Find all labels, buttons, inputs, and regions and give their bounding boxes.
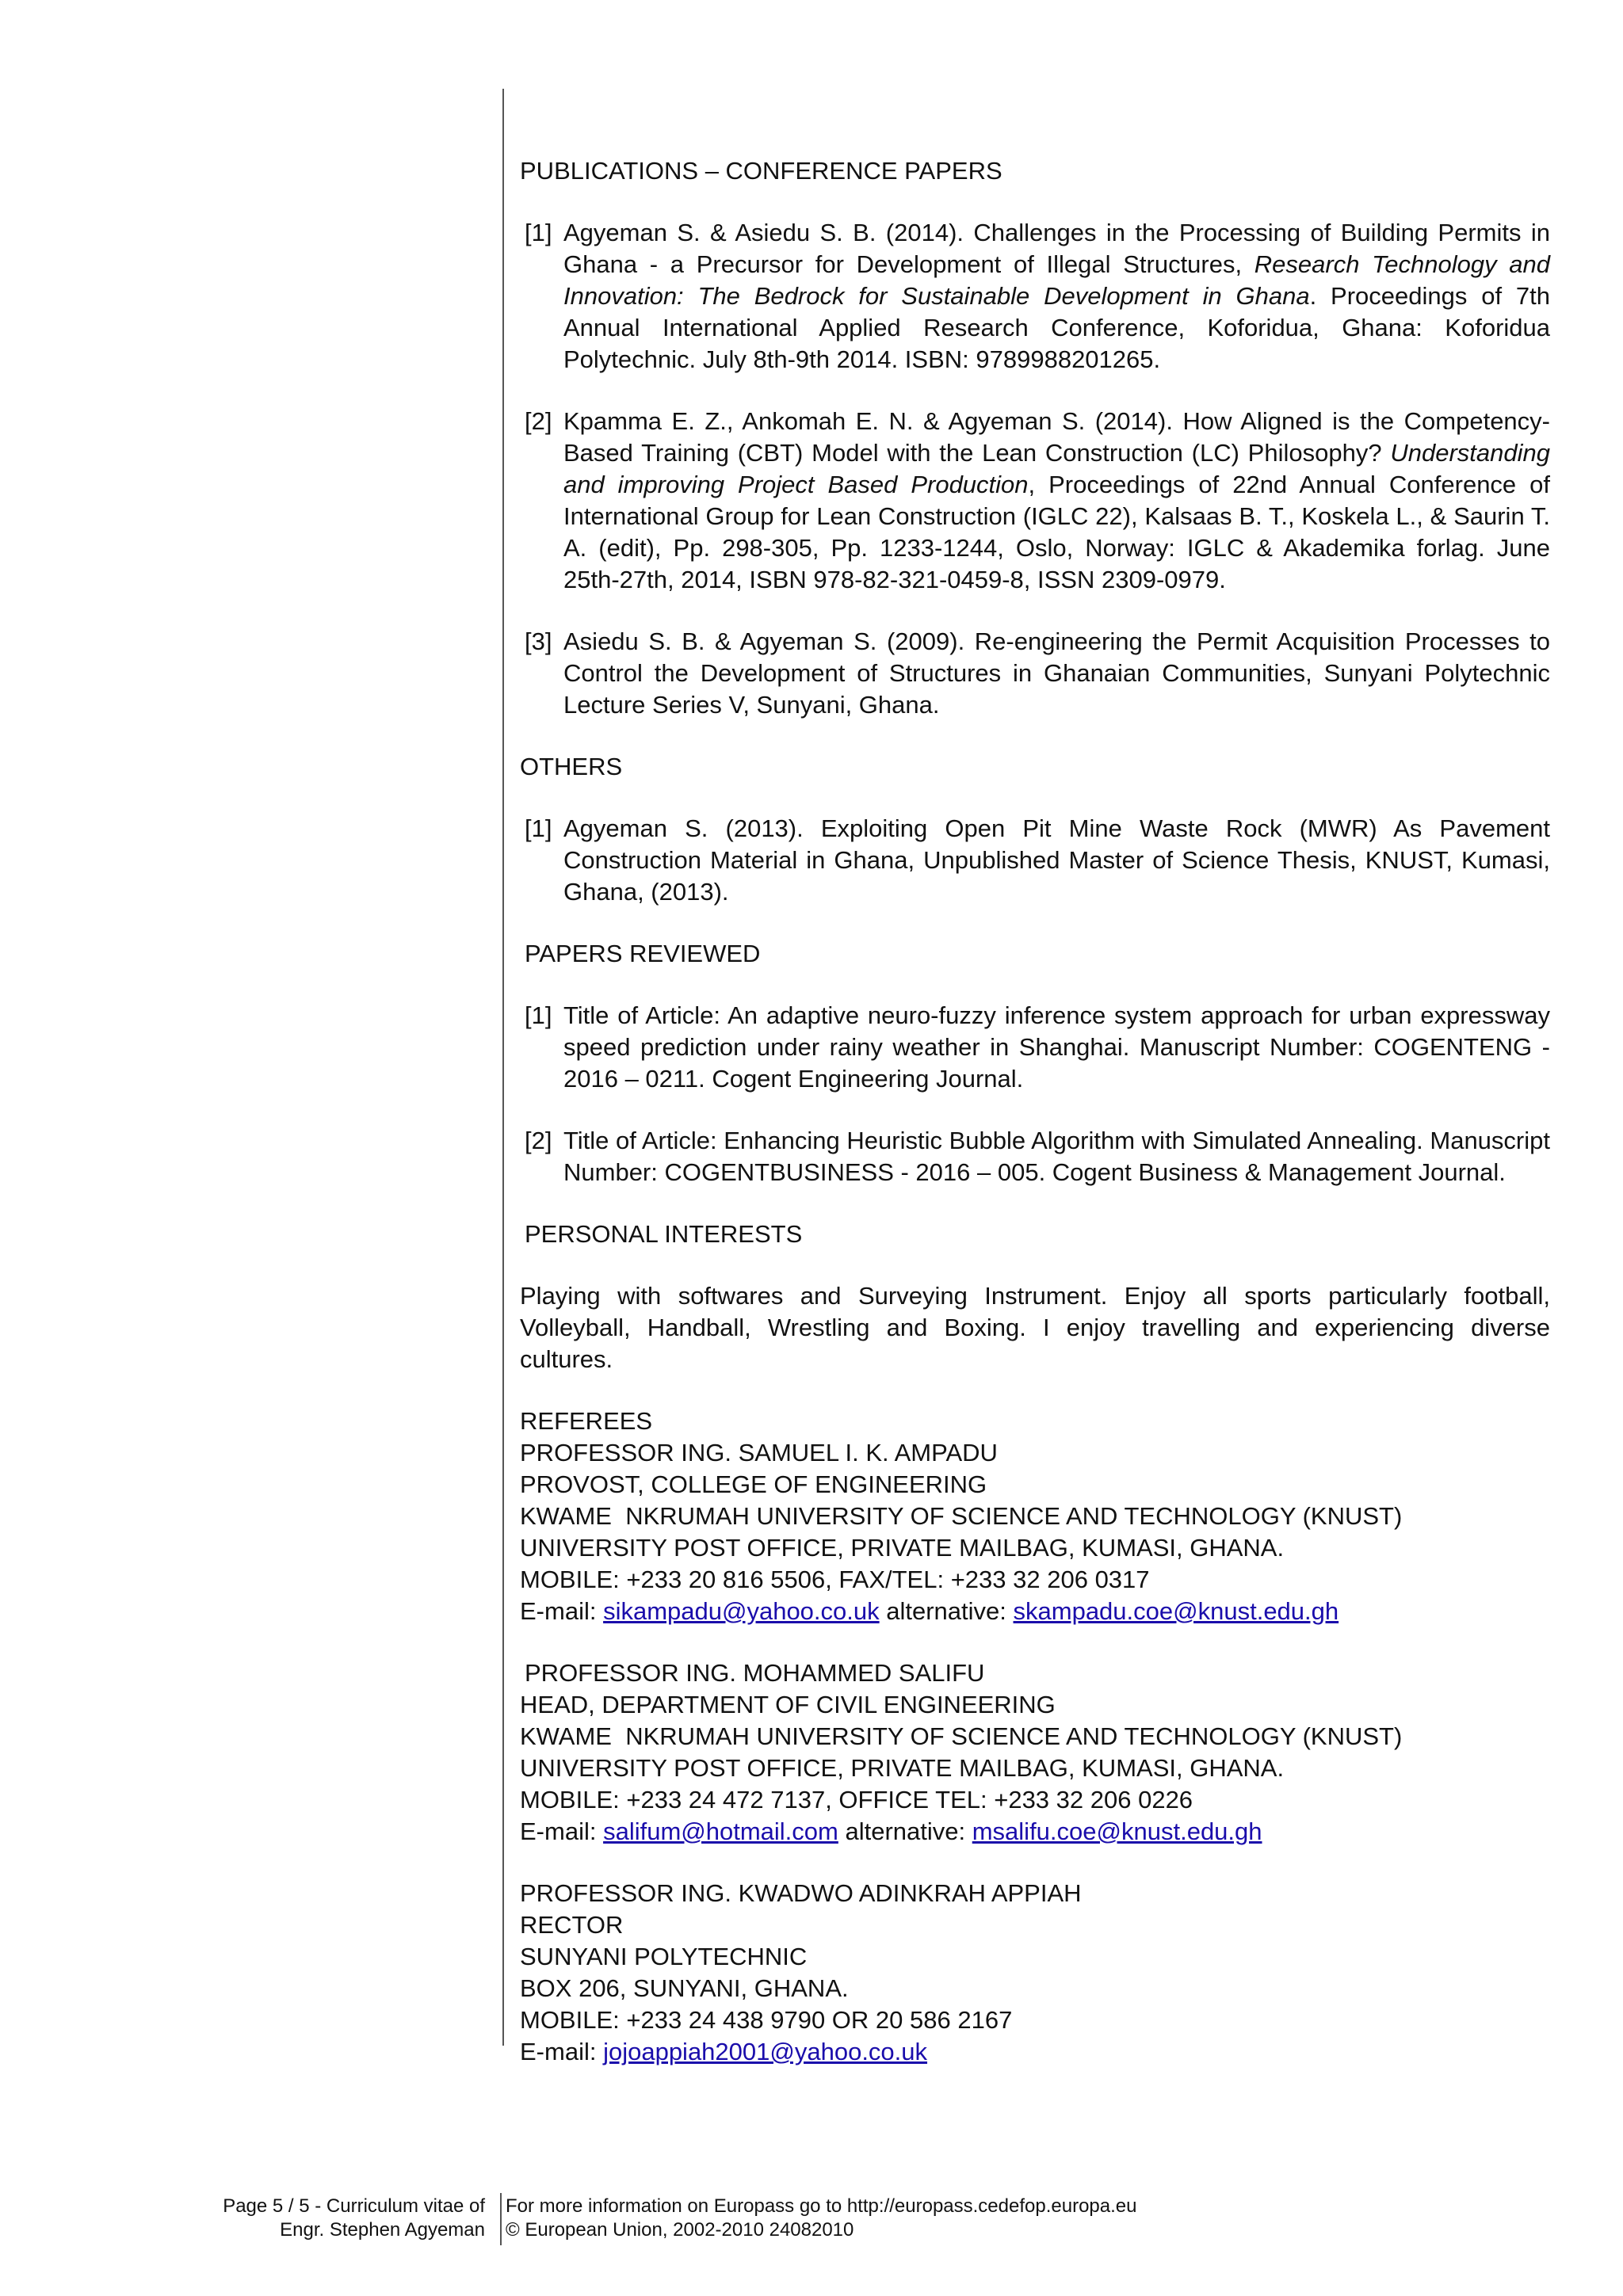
item-number: [2] — [525, 407, 552, 435]
referee-address: BOX 206, SUNYANI, GHANA. — [520, 1974, 849, 2002]
referee-phone: MOBILE: +233 24 438 9790 OR 20 586 2167 — [520, 2006, 1013, 2034]
email-label: E-mail: — [520, 1597, 604, 1625]
alt-email-label: alternative: — [879, 1597, 1014, 1625]
referee-email-line — [520, 2036, 1550, 2068]
cv-page-content — [520, 155, 1550, 2098]
item-number: [2] — [525, 1127, 552, 1154]
email-link[interactable]: sikampadu@yahoo.co.uk — [603, 1597, 880, 1625]
footer-europass-link: For more information on Europass go to http://europass.cedefop.europa.eu — [506, 2195, 1137, 2217]
reviewed-item-2 — [520, 1125, 1550, 1188]
referee-address: UNIVERSITY POST OFFICE, PRIVATE MAILBAG, KUMASI, GHANA. — [520, 1754, 1285, 1782]
footer-copyright: © European Union, 2002-2010 24082010 — [506, 2219, 854, 2241]
others-item-1 — [520, 813, 1550, 908]
referee-name: PROFESSOR ING. SAMUEL I. K. AMPADU — [520, 1439, 998, 1466]
conference-paper-2 — [520, 406, 1550, 596]
citation-text-end: . Proceedings of 7th Annual International Applied Research Conference, Koforidua, Ghana: Koforidua Polytechnic. July 8th-9th 2014. ISBN: 9789988201265. — [563, 282, 1550, 373]
alt-email-link[interactable]: skampadu.coe@knust.edu.gh — [1013, 1597, 1339, 1625]
citation-text: Kpamma E. Z., Ankomah E. N. & Agyeman S. (2014). How Aligned is the Competency-Based Training (CBT) Model with the Lean Construction (LC) Philosophy? — [563, 407, 1550, 467]
referee-address: UNIVERSITY POST OFFICE, PRIVATE MAILBAG, KUMASI, GHANA. — [520, 1534, 1285, 1562]
referee-title: PROVOST, COLLEGE OF ENGINEERING — [520, 1470, 987, 1498]
footer-europass-info — [502, 2195, 1136, 2242]
referee-email-line — [520, 1596, 1550, 1627]
email-link[interactable]: jojoappiah2001@yahoo.co.uk — [603, 2038, 928, 2065]
conference-papers-heading: PUBLICATIONS – CONFERENCE PAPERS — [520, 157, 1002, 185]
item-number: [3] — [525, 627, 552, 655]
conference-paper-3 — [520, 626, 1550, 721]
others-heading: OTHERS — [520, 753, 623, 780]
personal-interests-text: Playing with softwares and Surveying Instrument. Enjoy all sports particularly football, Volleyball, Handball, Wrestling and Boxing. I enjoy travelling and experiencing diverse cultures. — [520, 1282, 1550, 1373]
personal-interests-heading: PERSONAL INTERESTS — [525, 1220, 803, 1248]
citation-italic: Research Technology and Innovation: The Bedrock for Sustainable Development in Ghana — [563, 250, 1550, 310]
referee-organization: SUNYANI POLYTECHNIC — [520, 1943, 808, 1970]
referee-2 — [520, 1657, 1550, 1848]
alt-email-link[interactable]: msalifu.coe@knust.edu.gh — [972, 1817, 1262, 1845]
email-link[interactable]: salifum@hotmail.com — [603, 1817, 838, 1845]
others-text: Agyeman S. (2013). Exploiting Open Pit Mine Waste Rock (MWR) As Pavement Construction Material in Ghana, Unpublished Master of Science Thesis, KNUST, Kumasi, Ghana, (2013). — [563, 814, 1550, 906]
footer-owner: Engr. Stephen Agyeman — [280, 2219, 485, 2241]
referee-1 — [520, 1405, 1550, 1627]
email-label: E-mail: — [520, 2038, 604, 2065]
referee-organization: KWAME NKRUMAH UNIVERSITY OF SCIENCE AND TECHNOLOGY (KNUST) — [520, 1722, 1403, 1750]
referee-phone: MOBILE: +233 24 472 7137, OFFICE TEL: +233 32 206 0226 — [520, 1786, 1193, 1814]
footer-page-number: Page 5 / 5 - Curriculum vitae of — [223, 2195, 485, 2217]
referee-phone: MOBILE: +233 20 816 5506, FAX/TEL: +233 32 206 0317 — [520, 1566, 1150, 1593]
citation-text-end: , Proceedings of 22nd Annual Conference of International Group for Lean Construction (IGLC 22), Kalsaas B. T., Koskela L., & Saurin T. A. (edit), Pp. 298-305, Pp. 1233-1244, Oslo, Norway: IGLC & Akademika forlag. June 25th-27th, 2014, ISBN 978-82-321-0459-8, ISSN 2309-0979. — [563, 471, 1550, 593]
citation-italic: Understanding and improving Project Based Production — [563, 439, 1550, 498]
reviewed-item-1 — [520, 1000, 1550, 1095]
item-number: [1] — [525, 1001, 552, 1029]
referee-title: RECTOR — [520, 1911, 624, 1939]
referee-title: HEAD, DEPARTMENT OF CIVIL ENGINEERING — [520, 1691, 1056, 1718]
referee-email-line — [520, 1816, 1550, 1848]
item-number: [1] — [525, 814, 552, 842]
reviewed-text: Title of Article: An adaptive neuro-fuzzy inference system approach for urban expressway speed prediction under rainy weather in Shanghai. Manuscript Number: COGENTENG - 2016 – 0211. Cogent Engineering Journal. — [563, 1001, 1550, 1093]
footer-divider — [500, 2193, 502, 2245]
referee-organization: KWAME NKRUMAH UNIVERSITY OF SCIENCE AND TECHNOLOGY (KNUST) — [520, 1502, 1403, 1530]
footer-page-info — [223, 2195, 485, 2242]
referee-name: PROFESSOR ING. KWADWO ADINKRAH APPIAH — [520, 1879, 1082, 1907]
alt-email-label: alternative: — [838, 1817, 972, 1845]
referee-name: PROFESSOR ING. MOHAMMED SALIFU — [525, 1659, 985, 1687]
email-label: E-mail: — [520, 1817, 604, 1845]
referee-3 — [520, 1878, 1550, 2068]
citation-text: Agyeman S. & Asiedu S. B. (2014). Challenges in the Processing of Building Permits in Ghana - a Precursor for Development of Illegal Structures, — [563, 219, 1550, 278]
referees-heading: REFEREES — [520, 1407, 653, 1435]
citation-text: Asiedu S. B. & Agyeman S. (2009). Re-engineering the Permit Acquisition Processes to Control the Development of Structures in Ghanaian Communities, Sunyani Polytechnic Lecture Series V, Sunyani, Ghana. — [563, 627, 1550, 719]
item-number: [1] — [525, 219, 552, 246]
column-divider — [502, 89, 504, 2046]
conference-paper-1 — [520, 217, 1550, 376]
reviewed-text: Title of Article: Enhancing Heuristic Bubble Algorithm with Simulated Annealing. Manuscript Number: COGENTBUSINESS - 2016 – 005. Cogent Business & Management Journal. — [563, 1127, 1550, 1186]
papers-reviewed-heading: PAPERS REVIEWED — [525, 940, 761, 967]
